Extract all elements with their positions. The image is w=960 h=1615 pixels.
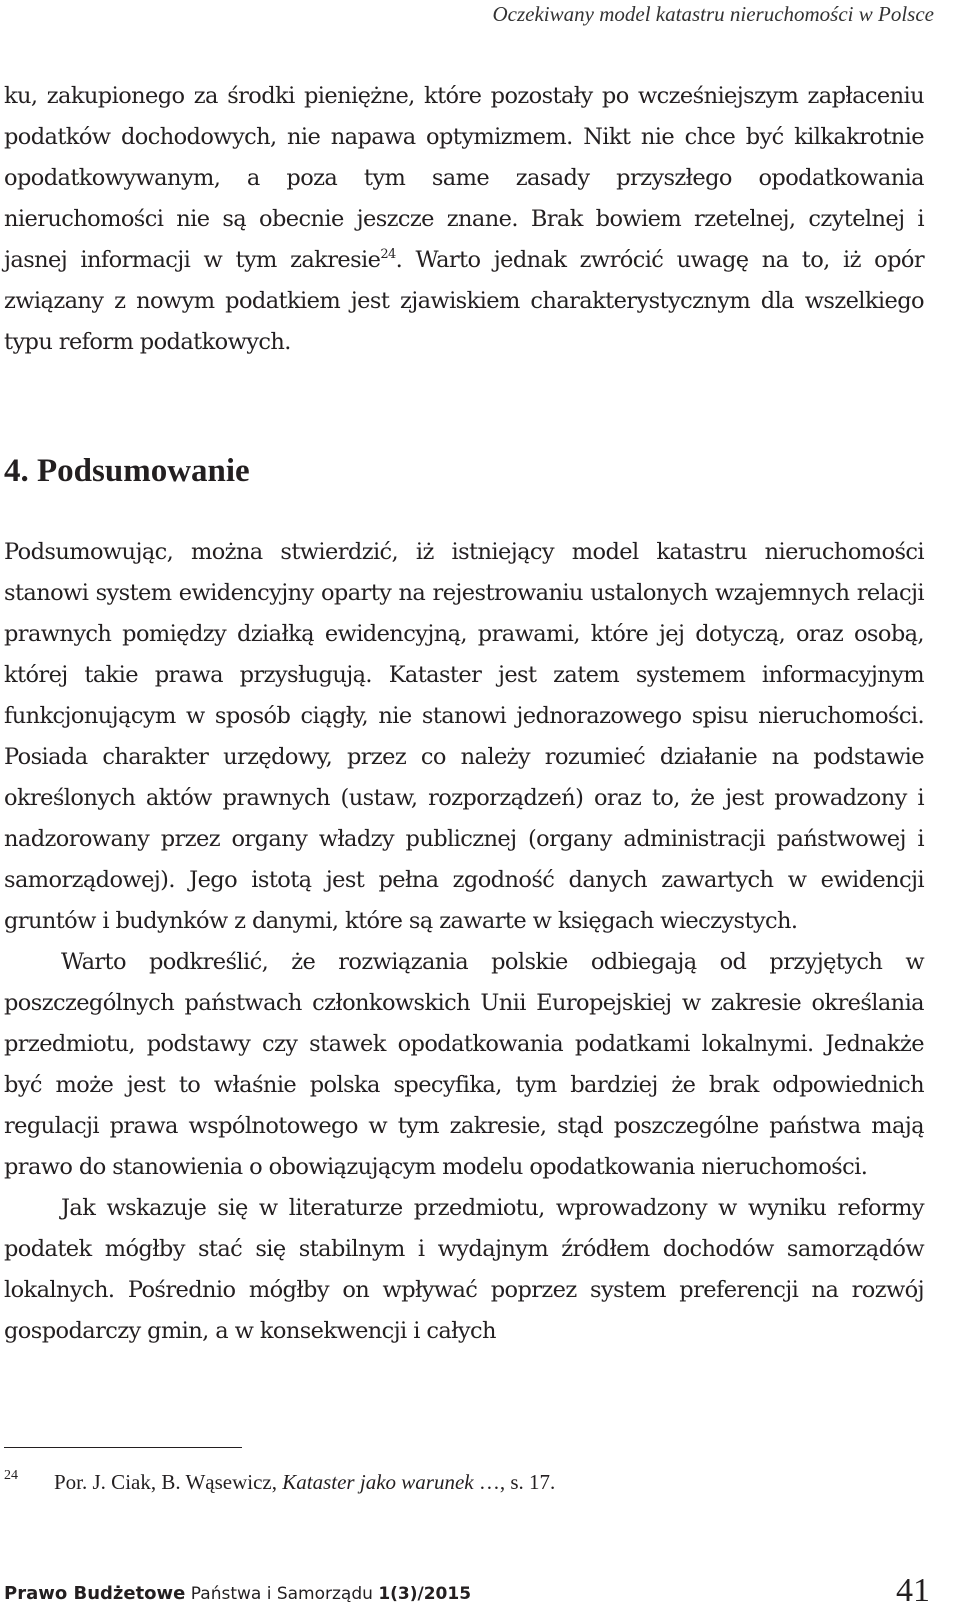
footnote-ref: 24 (380, 247, 396, 262)
journal-title: Prawo Budżetowe (4, 1583, 186, 1604)
journal-subtitle: Państwa i Samorządu (185, 1584, 379, 1604)
paragraph-1 (4, 76, 924, 363)
footnote-divider (4, 1447, 242, 1448)
paragraph-1-text-cont: . Warto jednak zwrócić uwagę na to, iż opór związany z nowym podatkiem jest zjawiskiem charakterystycznym dla wszelkiego typu reform podatkowych. (4, 247, 924, 355)
page-number: 41 (896, 1572, 930, 1609)
section-body (4, 532, 924, 1352)
footnote-authors: Por. J. Ciak, B. Wąsewicz, (54, 1470, 283, 1494)
footnote-number: 24 (4, 1468, 18, 1483)
journal-issue: 1(3)/2015 (378, 1584, 472, 1604)
section-paragraph-3: Jak wskazuje się w literaturze przedmiotu, wprowadzony w wyniku reformy podatek mógłby stać się stabilnym i wydajnym źródłem dochodów samorządów lokalnych. Pośrednio mógłby on wpływać poprzez system preferencji na rozwój gospodarczy gmin, a w konsekwencji i całych (4, 1195, 924, 1344)
footnote-text (54, 1470, 555, 1495)
page-footer (4, 1568, 930, 1612)
journal-name (4, 1583, 471, 1604)
section-paragraph-2: Warto podkreślić, że rozwiązania polskie odbiegają od przyjętych w poszczególnych państwach członkowskich Unii Europejskiej w zakresie określania przedmiotu, podstawy czy stawek opodatkowania podatkami lokalnymi. Jednakże być może jest to właśnie polska specyfika, tym bardziej że brak odpowiednich regulacji prawa wspólnotowego w tym zakresie, stąd poszczególne państwa mają prawo do stanowienia o obowiązującym modelu opodatkowania nieruchomości. (4, 949, 924, 1180)
footnote-page: …, s. 17. (473, 1470, 556, 1494)
section-paragraph-1: Podsumowując, można stwierdzić, iż istniejący model katastru nieruchomości stanowi system ewidencyjny oparty na rejestrowaniu ustalonych wzajemnych relacji prawnych pomiędzy działką ewidencyjną, prawami, które jej dotyczą, oraz osobą, której takie prawa przysługują. Kataster jest zatem systemem informacyjnym funkcjonującym w sposób ciągły, nie stanowi jednorazowego spisu nieruchomości. Posiada charakter urzędowy, przez co należy rozumieć działanie na podstawie określonych aktów prawnych (ustaw, rozporządzeń) oraz to, że jest prowadzony i nadzorowany przez organy władzy publicznej (organy administracji państwowej i samorządowej). Jego istotą jest pełna zgodność danych zawartych w ewidencji gruntów i budynków z danymi, które są zawarte w księgach wieczystych. (4, 539, 924, 934)
footnote-title: Kataster jako warunek (282, 1470, 474, 1494)
section-heading: 4. Podsumowanie (4, 453, 250, 489)
running-head: Oczekiwany model katastru nieruchomości w Polsce (492, 2, 934, 26)
paragraph-1-text: ku, zakupionego za środki pieniężne, które pozostały po wcześniejszym zapłaceniu podatków dochodowych, nie napawa optymizmem. Nikt nie chce być kilkakrotnie opodatkowywanym, a poza tym same zasady przyszłego opodatkowania nieruchomości nie są obecnie jeszcze znane. Brak bowiem rzetelnej, czytelnej i jasnej informacji w tym zakresie (4, 83, 924, 273)
